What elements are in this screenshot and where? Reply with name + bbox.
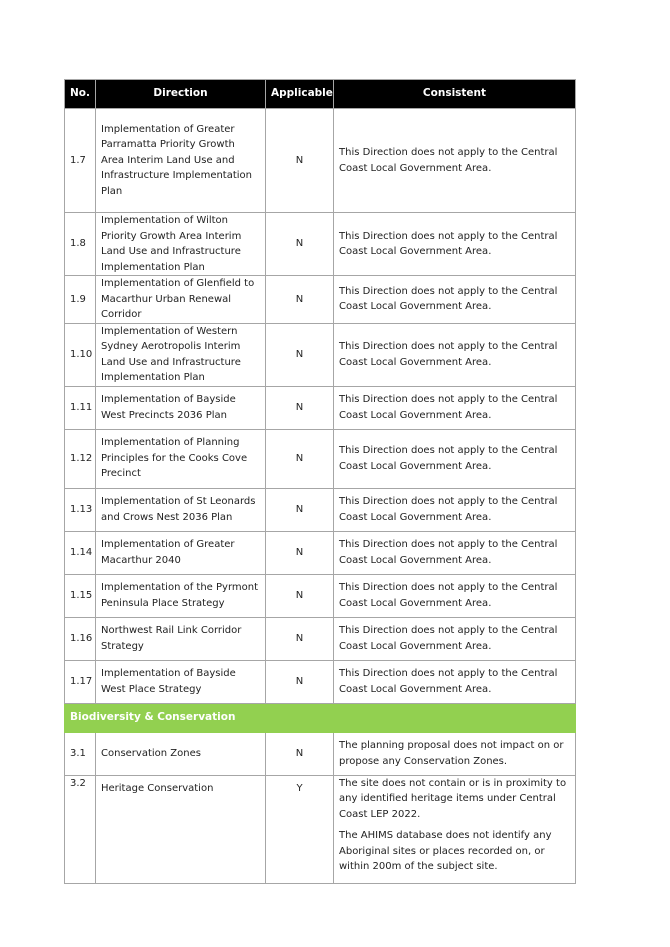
row-consistent: This Direction does not apply to the Central Coast Local Government Area. <box>334 213 576 276</box>
table-row <box>65 386 576 429</box>
row-direction: Implementation of the Pyrmont Peninsula Place Strategy <box>96 574 266 617</box>
row-consistent: This Direction does not apply to the Central Coast Local Government Area. <box>334 574 576 617</box>
row-direction: Implementation of Bayside West Precincts 2036 Plan <box>96 386 266 429</box>
table-row <box>65 775 576 883</box>
table-row <box>65 323 576 386</box>
row-direction: Implementation of Wilton Priority Growth Area Interim Land Use and Infrastructure Implementation Plan <box>96 213 266 276</box>
row-applicable: N <box>266 276 334 324</box>
row-direction: Implementation of Planning Principles for the Cooks Cove Precinct <box>96 429 266 488</box>
row-consistent <box>334 775 576 883</box>
table-row <box>65 574 576 617</box>
row-applicable: N <box>266 531 334 574</box>
section-title: Biodiversity & Conservation <box>65 703 576 732</box>
row-no: 1.16 <box>65 617 96 660</box>
row-applicable: N <box>266 386 334 429</box>
row-consistent: This Direction does not apply to the Central Coast Local Government Area. <box>334 660 576 703</box>
row-consistent: The planning proposal does not impact on or propose any Conservation Zones. <box>334 732 576 775</box>
table-row <box>65 531 576 574</box>
row-consistent: This Direction does not apply to the Central Coast Local Government Area. <box>334 429 576 488</box>
row-no: 3.1 <box>65 732 96 775</box>
row-applicable: N <box>266 323 334 386</box>
row-direction: Conservation Zones <box>96 732 266 775</box>
row-direction: Implementation of Greater Macarthur 2040 <box>96 531 266 574</box>
row-applicable: N <box>266 617 334 660</box>
consistent-paragraph: The site does not contain or is in proximity to any identified heritage items under Central Coast LEP 2022. <box>339 777 567 820</box>
row-no: 1.17 <box>65 660 96 703</box>
table-row <box>65 213 576 276</box>
row-consistent: This Direction does not apply to the Central Coast Local Government Area. <box>334 323 576 386</box>
row-direction: Implementation of Greater Parramatta Priority Growth Area Interim Land Use and Infrastructure Implementation Plan <box>96 109 266 213</box>
table-row <box>65 660 576 703</box>
row-consistent: This Direction does not apply to the Central Coast Local Government Area. <box>334 488 576 531</box>
header-applicable: Applicable <box>266 80 334 109</box>
row-applicable: N <box>266 732 334 775</box>
row-no: 1.10 <box>65 323 96 386</box>
row-direction: Heritage Conservation <box>96 775 266 883</box>
row-no: 1.11 <box>65 386 96 429</box>
row-consistent: This Direction does not apply to the Central Coast Local Government Area. <box>334 531 576 574</box>
consistent-paragraph: The AHIMS database does not identify any Aboriginal sites or places recorded on, or within 200m of the subject site. <box>339 830 552 872</box>
row-applicable: N <box>266 660 334 703</box>
row-direction: Implementation of Glenfield to Macarthur Urban Renewal Corridor <box>96 276 266 324</box>
row-no: 1.13 <box>65 488 96 531</box>
row-direction: Implementation of Bayside West Place Strategy <box>96 660 266 703</box>
row-no: 1.8 <box>65 213 96 276</box>
directions-table <box>64 79 576 884</box>
row-no: 1.7 <box>65 109 96 213</box>
row-no: 1.14 <box>65 531 96 574</box>
row-no: 1.9 <box>65 276 96 324</box>
section-header-row <box>65 703 576 732</box>
row-no: 1.15 <box>65 574 96 617</box>
table-row <box>65 488 576 531</box>
row-consistent: This Direction does not apply to the Central Coast Local Government Area. <box>334 276 576 324</box>
row-applicable: N <box>266 429 334 488</box>
row-applicable: N <box>266 213 334 276</box>
table-row <box>65 429 576 488</box>
header-direction: Direction <box>96 80 266 109</box>
table-row <box>65 617 576 660</box>
row-direction: Northwest Rail Link Corridor Strategy <box>96 617 266 660</box>
row-applicable: N <box>266 574 334 617</box>
row-applicable: N <box>266 488 334 531</box>
header-consistent: Consistent <box>334 80 576 109</box>
row-no: 3.2 <box>65 775 96 883</box>
table-row <box>65 732 576 775</box>
table-row <box>65 109 576 213</box>
row-no: 1.12 <box>65 429 96 488</box>
row-consistent: This Direction does not apply to the Central Coast Local Government Area. <box>334 617 576 660</box>
table-header <box>65 80 576 109</box>
table-row <box>65 276 576 324</box>
row-direction: Implementation of St Leonards and Crows Nest 2036 Plan <box>96 488 266 531</box>
header-no: No. <box>65 80 96 109</box>
row-direction: Implementation of Western Sydney Aerotropolis Interim Land Use and Infrastructure Implementation Plan <box>96 323 266 386</box>
row-consistent: This Direction does not apply to the Central Coast Local Government Area. <box>334 386 576 429</box>
row-applicable: Y <box>266 775 334 883</box>
row-consistent: This Direction does not apply to the Central Coast Local Government Area. <box>334 109 576 213</box>
row-applicable: N <box>266 109 334 213</box>
